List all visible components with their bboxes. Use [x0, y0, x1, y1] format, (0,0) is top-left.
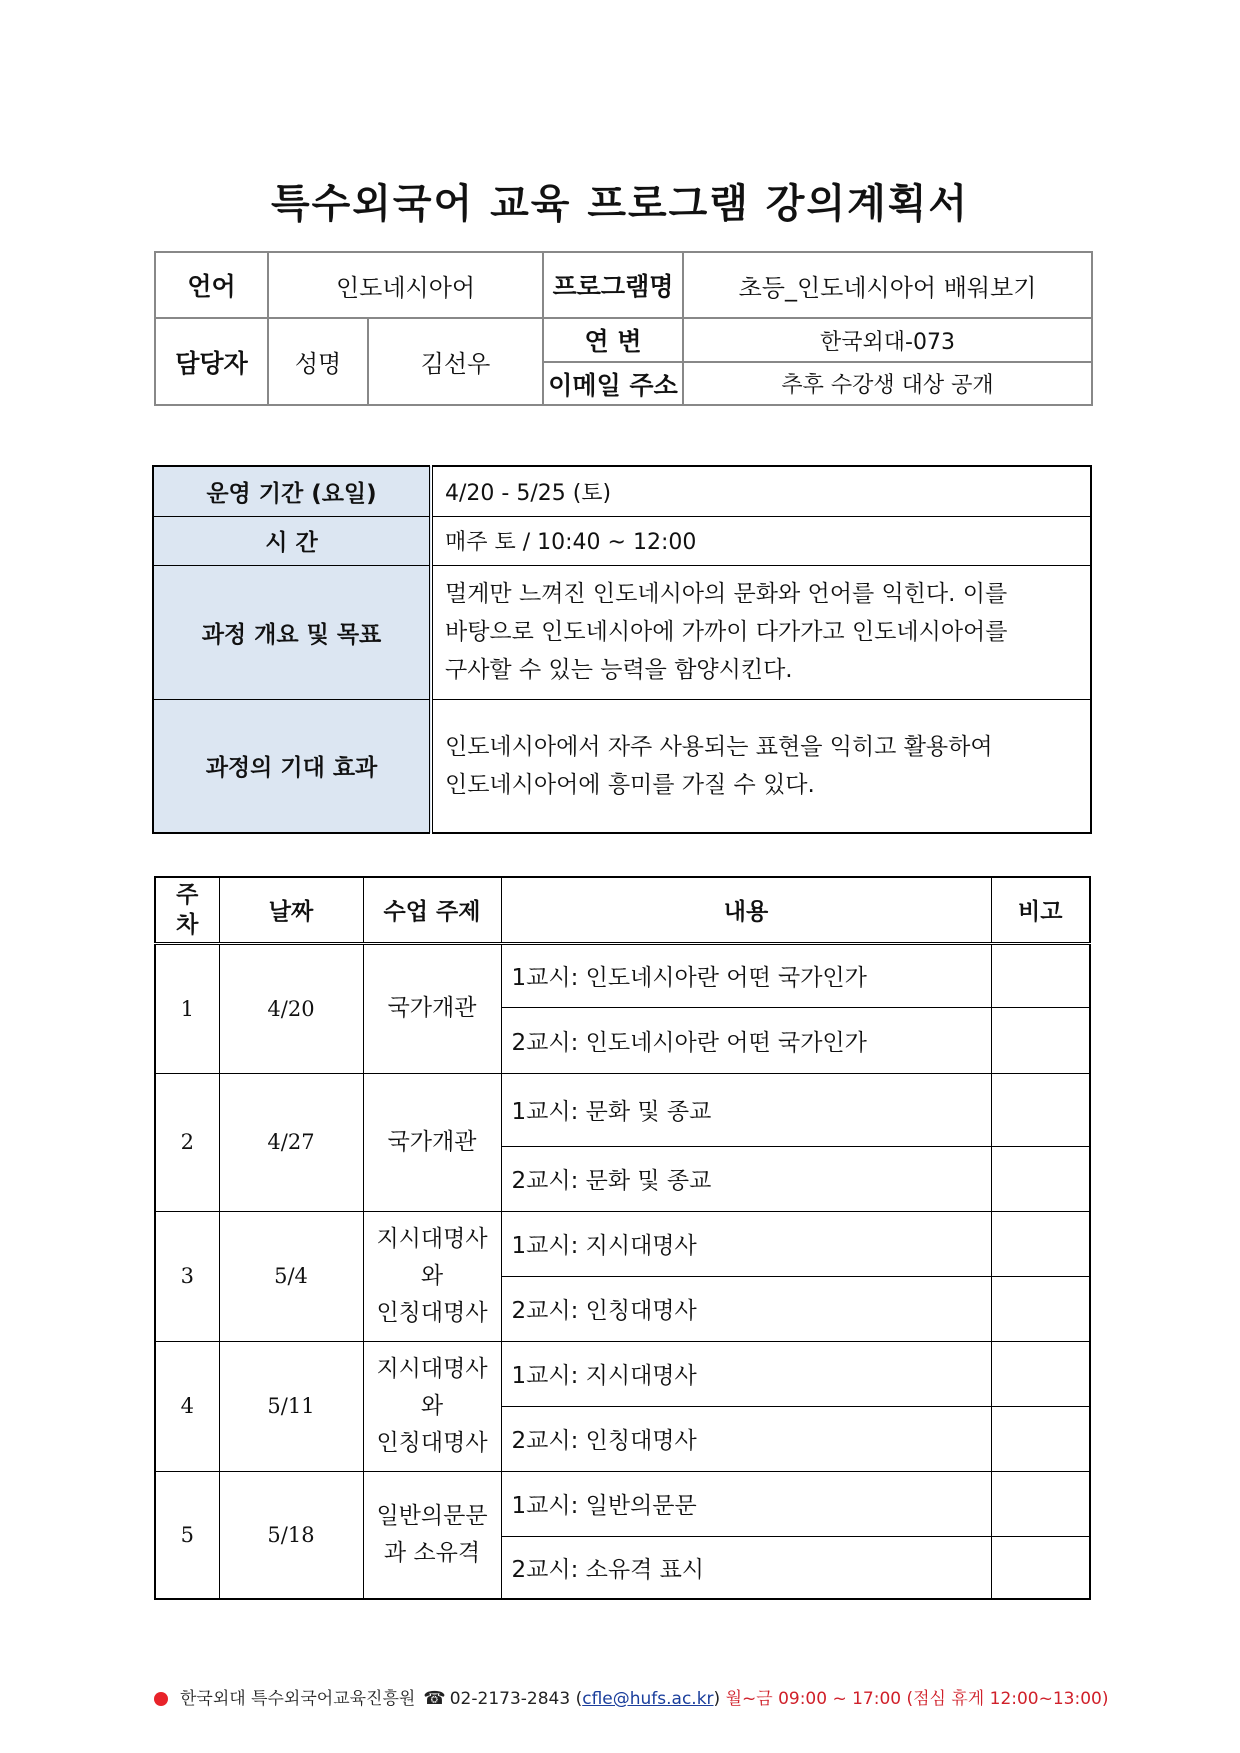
footer-hours: 월~금 09:00 ~ 17:00 (점심 휴게 12:00~13:00) [725, 1689, 1109, 1709]
week-number: 3 [155, 1211, 219, 1341]
week-number: 5 [155, 1471, 219, 1599]
course-table [152, 465, 1092, 834]
footer-email-link[interactable]: cfle@hufs.ac.kr [582, 1689, 714, 1709]
week-number: 4 [155, 1341, 219, 1471]
period-2-content: 2교시: 인칭대명사 [501, 1276, 991, 1341]
note-cell [991, 1146, 1090, 1211]
overview-text [431, 565, 1091, 699]
week-date: 5/4 [219, 1211, 363, 1341]
effect-text [431, 699, 1091, 833]
header-date: 날짜 [219, 877, 363, 943]
topic-line: 일반의문문 [376, 1502, 488, 1529]
overview-line: 바탕으로 인도네시아에 가까이 다가가고 인도네시아어를 [445, 619, 1008, 645]
serial-label: 연 변 [543, 318, 683, 362]
name-label: 성명 [268, 318, 368, 405]
program-label: 프로그램명 [543, 252, 683, 318]
note-cell [991, 1471, 1090, 1536]
table-row [155, 1073, 1090, 1146]
language-label: 언어 [155, 252, 268, 318]
week-date: 4/20 [219, 943, 363, 1073]
note-cell [991, 1406, 1090, 1471]
time-label: 시 간 [153, 516, 431, 565]
serial-value: 한국외대-073 [683, 318, 1092, 362]
week-topic [363, 1073, 501, 1211]
topic-line: 국가개관 [387, 1128, 477, 1155]
period-2-content: 2교시: 소유격 표시 [501, 1536, 991, 1599]
note-cell [991, 943, 1090, 1007]
overview-line: 구사할 수 있는 능력을 함양시킨다. [445, 657, 793, 683]
topic-line: 인칭대명사 [376, 1299, 488, 1326]
header-content: 내용 [501, 877, 991, 943]
note-cell [991, 1276, 1090, 1341]
period-label: 운영 기간 (요일) [153, 466, 431, 516]
topic-line: 인칭대명사 [376, 1429, 488, 1456]
header-week-line: 차 [176, 911, 199, 938]
email-value: 추후 수강생 대상 공개 [683, 362, 1092, 405]
name-value: 김선우 [368, 318, 543, 405]
period-2-content: 2교시: 인칭대명사 [501, 1406, 991, 1471]
note-cell [991, 1007, 1090, 1073]
effect-label: 과정의 기대 효과 [153, 699, 431, 833]
period-1-content: 1교시: 문화 및 종교 [501, 1073, 991, 1146]
footer-phone: 02-2173-2843 [449, 1689, 571, 1709]
topic-line: 지시대명사 [376, 1225, 488, 1252]
period-1-content: 1교시: 인도네시아란 어떤 국가인가 [501, 943, 991, 1007]
period-1-content: 1교시: 지시대명사 [501, 1211, 991, 1276]
week-topic [363, 1471, 501, 1599]
note-cell [991, 1341, 1090, 1406]
effect-line: 인도네시아에서 자주 사용되는 표현을 익히고 활용하여 [445, 733, 993, 760]
page-title: 특수외국어 교육 프로그램 강의계획서 [270, 181, 970, 227]
table-row [155, 1211, 1090, 1276]
topic-line: 지시대명사 [376, 1355, 488, 1382]
topic-line: 와 [420, 1262, 444, 1289]
program-value: 초등_인도네시아어 배워보기 [683, 252, 1092, 318]
note-cell [991, 1536, 1090, 1599]
header-week-line: 주 [176, 881, 199, 908]
period-2-content: 2교시: 문화 및 종교 [501, 1146, 991, 1211]
email-label: 이메일 주소 [543, 362, 683, 405]
header-topic: 수업 주제 [363, 877, 501, 943]
week-date: 5/11 [219, 1341, 363, 1471]
table-row [155, 1471, 1090, 1536]
period-value: 4/20 - 5/25 (토) [431, 466, 1091, 516]
week-date: 4/27 [219, 1073, 363, 1211]
overview-label: 과정 개요 및 목표 [153, 565, 431, 699]
table-row [155, 943, 1090, 1007]
footer: 한국외대 특수외국어교육진흥원 ☎ 02-2173-2843 (cfle@hufs.ac.kr) 월~금 09:00 ~ 17:00 (점심 휴게 12:00~13:00) [154, 1684, 1194, 1709]
period-2-content: 2교시: 인도네시아란 어떤 국가인가 [501, 1007, 991, 1073]
week-topic [363, 943, 501, 1073]
topic-line: 과 소유격 [383, 1539, 481, 1566]
language-value: 인도네시아어 [268, 252, 543, 318]
week-number: 2 [155, 1073, 219, 1211]
topic-line: 와 [420, 1392, 444, 1419]
note-cell [991, 1073, 1090, 1146]
schedule-table [154, 876, 1091, 1600]
manager-label: 담당자 [155, 318, 268, 405]
overview-line: 멀게만 느껴진 인도네시아의 문화와 언어를 익힌다. 이를 [445, 581, 1008, 607]
week-number: 1 [155, 943, 219, 1073]
time-value: 매주 토 / 10:40 ~ 12:00 [431, 516, 1091, 565]
period-1-content: 1교시: 지시대명사 [501, 1341, 991, 1406]
week-topic [363, 1341, 501, 1471]
footer-org: 한국외대 특수외국어교육진흥원 [180, 1689, 416, 1709]
period-1-content: 1교시: 일반의문문 [501, 1471, 991, 1536]
info-table [154, 251, 1093, 406]
table-row [155, 1341, 1090, 1406]
phone-icon: ☎ [423, 1688, 446, 1709]
week-topic [363, 1211, 501, 1341]
header-note: 비고 [991, 877, 1090, 943]
week-date: 5/18 [219, 1471, 363, 1599]
note-cell [991, 1211, 1090, 1276]
topic-line: 국가개관 [387, 995, 477, 1021]
bullet-dot-icon [154, 1692, 168, 1706]
header-week [155, 877, 219, 943]
effect-line: 인도네시아어에 흥미를 가질 수 있다. [445, 771, 815, 798]
